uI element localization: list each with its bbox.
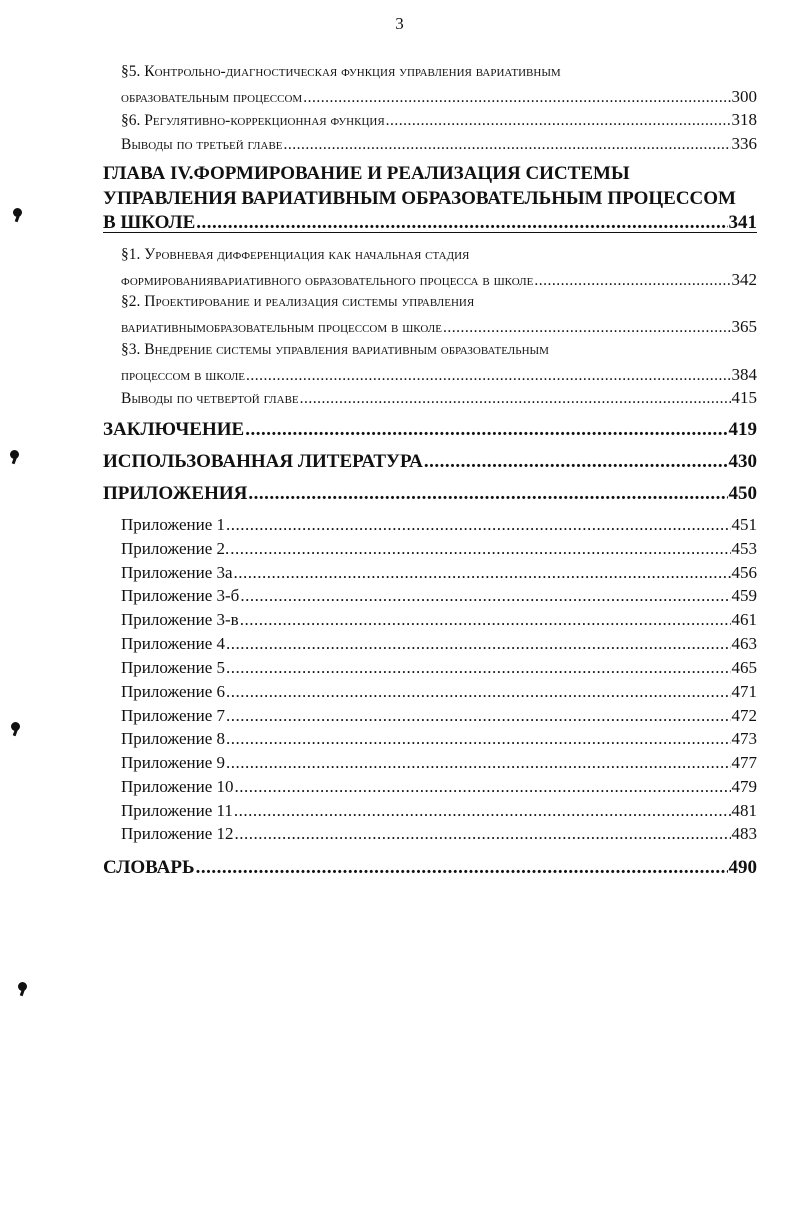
toc-page-number: 336	[731, 134, 757, 153]
toc-section-5[interactable]	[121, 88, 757, 106]
toc-appendix-item[interactable]	[121, 516, 757, 533]
toc-page-number: 453	[731, 539, 757, 558]
leader-dots	[246, 368, 730, 384]
leader-dots	[300, 391, 731, 407]
toc-appendix-item[interactable]	[121, 540, 757, 557]
toc-chapter-4[interactable]	[103, 213, 757, 233]
leader-dots	[534, 273, 730, 289]
toc-label: Приложение 12	[121, 824, 234, 843]
leader-dots	[226, 683, 731, 700]
toc-section-5-line1: §5. Контрольно-диагностическая функция управления вариативным	[121, 63, 561, 80]
toc-label: формированиявариативного образовательного процесса в школе	[121, 272, 534, 289]
toc-appendix-item[interactable]	[121, 587, 757, 604]
toc-ch4-section-3[interactable]	[121, 366, 757, 384]
leader-dots	[443, 320, 731, 336]
leader-dots	[226, 516, 731, 533]
leader-dots	[226, 635, 731, 652]
toc-page-number: 459	[731, 586, 757, 605]
page-number: 3	[395, 14, 404, 33]
toc-chapter-4-line1: ГЛАВА IV.ФОРМИРОВАНИЕ И РЕАЛИЗАЦИЯ СИСТЕМЫ	[103, 163, 630, 184]
toc-label: СЛОВАРЬ	[103, 857, 195, 878]
toc-appendix-item[interactable]	[121, 754, 757, 771]
leader-dots	[226, 707, 731, 724]
toc-appendix-item[interactable]	[121, 730, 757, 747]
toc-page-number: 451	[731, 515, 757, 534]
leader-dots	[240, 611, 731, 628]
toc-label: Приложение 3-в	[121, 610, 239, 629]
toc-appendix-item[interactable]	[121, 635, 757, 652]
toc-label: Приложение 9	[121, 753, 225, 772]
toc-section-6[interactable]	[121, 111, 757, 129]
toc-ch4-section-1-line1: §1. Уровневая дифференциация как начальная стадия	[121, 246, 470, 263]
toc-label: Приложение 8	[121, 729, 225, 748]
toc-label: Приложение 2.	[121, 539, 230, 558]
toc-dictionary[interactable]	[103, 858, 757, 877]
toc-page-number: 473	[731, 729, 757, 748]
toc-label: Приложение 5	[121, 658, 225, 677]
toc-page-number: 490	[728, 857, 757, 878]
toc-page-number: 300	[731, 87, 757, 106]
leader-dots	[196, 213, 727, 232]
toc-label: §6. Регулятивно-коррекционная функция	[121, 112, 385, 129]
leader-dots	[424, 452, 728, 471]
toc-chapter-4-line2: УПРАВЛЕНИЯ ВАРИАТИВНЫМ ОБРАЗОВАТЕЛЬНЫМ ПРОЦЕССОМ	[103, 188, 736, 209]
toc-page-number: 384	[731, 365, 757, 384]
leader-dots	[234, 564, 731, 581]
toc-ch4-section-1[interactable]	[121, 271, 757, 289]
toc-label: Приложение 7	[121, 706, 225, 725]
toc-appendix-item[interactable]	[121, 611, 757, 628]
toc-page-number: 483	[731, 824, 757, 843]
leader-dots	[248, 484, 727, 503]
toc-page-number: 419	[728, 419, 757, 440]
toc-ch4-section-3-line1: §3. Внедрение системы управления вариативным образовательным	[121, 341, 549, 358]
toc-appendices[interactable]	[103, 484, 757, 503]
hole-punch-mark	[18, 982, 27, 991]
toc-conclusions-chapter-4[interactable]	[121, 389, 757, 407]
toc-literature[interactable]	[103, 452, 757, 471]
toc-page-number: 471	[731, 682, 757, 701]
toc-page-number: 430	[728, 451, 757, 472]
toc-label: вариативнымобразовательным процессом в школе	[121, 319, 442, 336]
toc-page-number: 365	[731, 317, 757, 336]
toc-appendix-item[interactable]	[121, 659, 757, 676]
toc-label: Приложение 4	[121, 634, 225, 653]
toc-page-number: 465	[731, 658, 757, 677]
toc-appendix-item[interactable]	[121, 683, 757, 700]
toc-label: Приложение 1	[121, 515, 225, 534]
toc-label: В ШКОЛЕ	[103, 212, 196, 233]
toc-label: ЗАКЛЮЧЕНИЕ	[103, 419, 245, 440]
leader-dots	[230, 540, 730, 557]
toc-appendix-item[interactable]	[121, 778, 757, 795]
toc-ch4-section-2-line1: §2. Проектирование и реализация системы управления	[121, 293, 475, 310]
toc-label: Приложение 3а	[121, 563, 233, 582]
toc-label: образовательным процессом	[121, 89, 303, 106]
leader-dots	[226, 754, 731, 771]
leader-dots	[303, 90, 730, 106]
leader-dots	[234, 802, 731, 819]
toc-label: Приложение 6	[121, 682, 225, 701]
toc-page-number: 463	[731, 634, 757, 653]
leader-dots	[245, 420, 727, 439]
toc-appendix-item[interactable]	[121, 825, 757, 842]
toc-label: Приложение 11	[121, 801, 233, 820]
toc-conclusions-chapter-3[interactable]	[121, 135, 757, 153]
toc-page-number: 318	[731, 110, 757, 129]
hole-punch-mark	[11, 722, 20, 731]
toc-label: процессом в школе	[121, 367, 246, 384]
toc-page-number: 481	[731, 801, 757, 820]
toc-label: Приложение 10	[121, 777, 234, 796]
toc-label: Выводы по четвертой главе	[121, 390, 299, 407]
toc-page-number: 341	[728, 212, 757, 233]
toc-page-number: 472	[731, 706, 757, 725]
toc-label: Приложение 3-б	[121, 586, 240, 605]
toc-label: ПРИЛОЖЕНИЯ	[103, 483, 248, 504]
toc-appendix-item[interactable]	[121, 564, 757, 581]
leader-dots	[226, 730, 731, 747]
leader-dots	[240, 587, 730, 604]
toc-page-number: 450	[728, 483, 757, 504]
leader-dots	[386, 113, 731, 129]
hole-punch-mark	[10, 450, 19, 459]
toc-label: ИСПОЛЬЗОВАННАЯ ЛИТЕРАТУРА	[103, 451, 423, 472]
hole-punch-mark	[13, 208, 22, 217]
toc-page-number: 461	[731, 610, 757, 629]
toc-conclusion[interactable]	[103, 420, 757, 439]
leader-dots	[226, 659, 731, 676]
toc-page-number: 477	[731, 753, 757, 772]
leader-dots	[235, 825, 731, 842]
toc-label: Выводы по третьей главе	[121, 136, 283, 153]
leader-dots	[196, 858, 728, 877]
toc-appendix-item[interactable]	[121, 802, 757, 819]
toc-page-number: 456	[731, 563, 757, 582]
toc-page-number: 342	[731, 270, 757, 289]
toc-ch4-section-2[interactable]	[121, 318, 757, 336]
toc-appendix-item[interactable]	[121, 707, 757, 724]
toc-page-number: 415	[731, 388, 757, 407]
toc-page-number: 479	[731, 777, 757, 796]
leader-dots	[235, 778, 731, 795]
leader-dots	[284, 137, 731, 153]
